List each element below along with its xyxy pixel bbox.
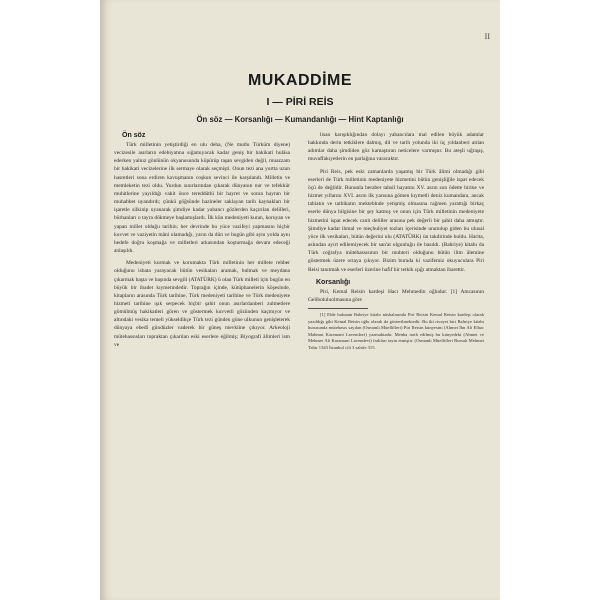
footnote: [1] Elde bulunan Bahriye kitabı nüshalarında Piri Reisin Kemal Reisin kardeşi olarak yazıldığı gibi Kemal Reisin oğlu olarak da gösterilmektedir. Bu iki rivayet biri Bahriye kitabı hususunda mütehasıs sayılan (Osmanlı Müellifleri) Piri Reisin künyesini (Ahmet İbn Ali Elhac Mahmut Karamani Lavendavi) yazmaktadır. Menba tarih edilmiş bu künyedeki (Ahmet ve Mehmet Ali Karamani Lavendevi) farkları tayin etmiştir. (Osmanlı Müellifleri Bursalı Mehmet Tahir 1343 İstanbul cilt 3 sahife 315.	[308, 311, 484, 350]
page-number: II	[484, 32, 490, 41]
chapter-title: MUKADDİME	[247, 72, 353, 89]
section-subtitle: I — PİRİ REİS	[266, 96, 334, 108]
paragraph: Piri, Kemal Reisin kardeşi Hacı Mehmedin oğludur. [1] Amcasının Geliboluluolmasına göre	[308, 288, 484, 303]
paragraph: Piri Reis, pek eski zamanlarda yaşamış bir Türk âlimi olmadığı gibi eserleri de Türk milletinin medeniyete hizmetini bütün genişliğile ispat edecek öçü de değildir. Bununla beraber tahsil hayatını XV. asrın son ödette birine ve hizmet yıllarını XVI. asrın ilk yarısına gömen kıymetli deniz kumandanı, ancak tabiatın ve tatbikatın mekteblnde yetişmiş olmasına rağmen yarattığı birkaç eserle dünya bilgisine bir şey katmış ve onun için Türk milletinin medeniyete hizmetini ispat edecek canlı deliller arasına pek değerli bir şahit daha atmıştır. Şimdiye kadar ihmal ve meçhuliyet tozları içerisinde unutulup giden bu ulusal yüce ilk vesikaları, bütün değerini ulu (ATATÜRK) ün takdirinde buldu. Harita, aslından ayırt edilemiyecek bir san'at olgunluğu ile basıldı. (Bahriye) kitabı da Türk coğrafya mütehassısının bir muhteri olduğunu bütün ilim âlemine göstermek üzere ortaya çıkıyor. Bizim burada ki vazifemiz okuyuculara Piri Reisi tanıtmak ve eserleri üzerine hafif bir tetkik ışığı atmaktan ibarettir.	[308, 168, 484, 273]
paragraph: lisan karışıklığından dolayı yabancılara mal edilen büyük adamlar hakkında derin tetkiklere dalmış, dil ve tarih yolunda iki üç yıldanberi atılan adımlar daha şimdiden göz kamaştıran neticelere varmıştır. Bu ateşli uğraşış, muvaffakıyetlerin en parlağına varacaktır.	[308, 132, 484, 163]
heading-onsoz: Ön söz	[122, 132, 146, 139]
left-column	[114, 131, 290, 349]
paragraph: Türk milletinin yetiştirdiği en ulu deha, (Ne mutlu Türküm diyene) vecizesile asırların edebiyatına sığamıyacak kadar geniş bir hakikati hulâsa ederken yalnız gönlünün okyanusunda köpürüp taşan sevgiden değil, muazzam bir hakikati vecizelerine ilk sermaye olarak seçmişti. Onun tezi ana yurtta uzun hasretleri sona erdiren kavuşmanın coşkun sevinci ile karşılandı. Milletin ve memleketin tezi oldu. Yurdun sınırlarından çıkarak dünyanın nur ve tefekkür muhitlerine yayıldığı vakit önce tereddütlü bir hayret ve sonra hayran bir muhabbet uyandırdı; çünkü göğsünde hazineler saklayan tarih kaynakları bir işaretle silkinip uyanarak şimdiye kadar yabancı gözlerden kaçırılan delilleri, bürhanları o tayra dökmeye başlamışlardı. İlk kün medeniyeti kuran, koruyan ve yapan millet olduğu tarihin; her devrinde bu yüce vazifeyi yapmasını hiçbir kuvvet ve vaziyetin mâni olamadığı, yarın da dün ve bugün gibi aynı yolda aynı hedefe doğru koşmağa ve milletleri arkasından koşturmağa devam edeceği anlaşıldı.	[114, 142, 290, 255]
footnote-divider	[308, 308, 368, 309]
paragraph: Medeniyeti kurmak ve korumakta Türk milletinin her millete rehber olduğunu isbata yarayacak bütün vesikaları aramak, bulmak ve meydana çıkarmak başta ve başında sevgili (ATATÜRK) ü olan Türk milleti için bugün en büyük bir ibadet kıymetindedir. Toprağın içinde, kütüphanelerin köşesinde, kitapların arasında Türk tarihine, Türk medeniyeti tarihine ve Türk medeniyete hizmeti tarihine ışık serpecek hiçbir şahit onun asırlardanberi zulmetlere gömülmüş hakikatleri gören ve göstermek kuvvetli gözünden kaçmıyor ve altındaki vesika temeli yükseldikçe Türk tezi günden güne ulkunun genişleterek dünyaya ebedî gündüzler vaderek bir güneş mevkiine çıkıyor. Arkeoloji mütehassısları topraktan çıkarılan eski eserlere eğilmiş; Biyografi âlimleri ism ve	[114, 260, 290, 348]
document-page	[100, 0, 500, 600]
heading-korsanligi: Korsanlığı	[316, 278, 351, 286]
right-column	[308, 131, 484, 352]
section-topics: Ön söz — Korsanlığı — Kumandanlığı — Hint Kaptanlığı	[196, 115, 404, 124]
